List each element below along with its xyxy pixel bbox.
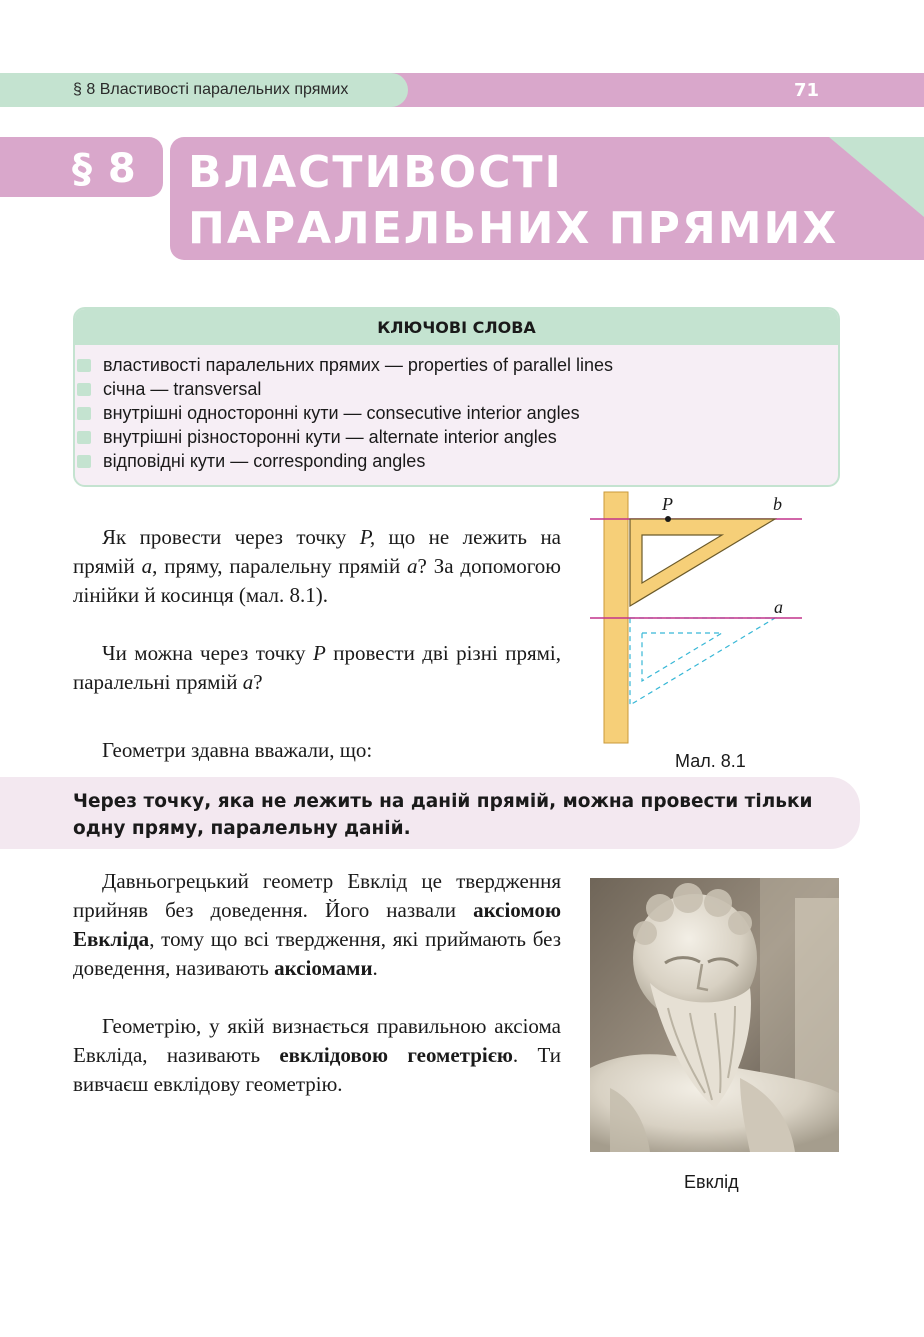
paragraph-question-2: Чи можна через точку P провести дві різні прямі, паралельні прямій a?	[73, 641, 561, 694]
photo-caption: Евклід	[684, 1172, 739, 1192]
bullet-icon	[77, 431, 91, 444]
paragraph-intro: Геометри здавна вважали, що:	[102, 738, 373, 762]
bullet-icon	[77, 383, 91, 396]
label-b: b	[773, 494, 782, 514]
keywords-list	[75, 345, 838, 475]
keyword-item: внутрішні різносторонні кути — alternate interior angles	[75, 427, 838, 451]
figure-8-1	[590, 490, 820, 750]
chapter-title-line-2: ПАРАЛЕЛЬНИХ ПРЯМИХ	[188, 203, 839, 254]
keywords-box	[73, 307, 840, 487]
set-square-shape	[630, 519, 775, 606]
paragraph-euclidean-geometry: Геометрію, у якій визнається правильною аксіома Евкліда, називають евклідовою геометрією. Ти вивчаєш евклідову геометрію.	[73, 1014, 561, 1096]
paragraph-euclid-axiom: Давньогрецький геометр Евклід це твердження прийняв без доведення. Його назвали аксіомою Евкліда, тому що всі твердження, які приймають без доведення, називають аксіомами.	[73, 869, 561, 980]
bullet-icon	[77, 407, 91, 420]
running-header-section: § 8 Властивості паралельних прямих	[73, 81, 349, 98]
keyword-item: січна — transversal	[75, 379, 838, 403]
figure-caption: Мал. 8.1	[675, 751, 746, 771]
paragraph-question-1: Як провести через точку P, що не лежить на прямій a, пряму, паралельну прямій a? За допомогою лінійки й косинця (мал. 8.1).	[73, 525, 561, 607]
euclid-statue-photo	[590, 878, 839, 1152]
chapter-number: § 8	[72, 146, 137, 192]
running-header	[0, 73, 924, 107]
bullet-icon	[77, 455, 91, 468]
chapter-title-line-1: ВЛАСТИВОСТІ	[188, 147, 563, 198]
page-number: 71	[794, 80, 820, 101]
label-p: P	[662, 494, 673, 514]
keywords-heading: КЛЮЧОВІ СЛОВА	[75, 309, 838, 345]
keyword-item: властивості паралельних прямих — properties of parallel lines	[75, 355, 838, 379]
bullet-icon	[77, 359, 91, 372]
dashed-triangle	[630, 618, 775, 705]
keyword-item: внутрішні односторонні кути — consecutive interior angles	[75, 403, 838, 427]
rule-statement: Через точку, яка не лежить на даній прямій, можна провести тільки одну пряму, паралельну даній.	[73, 791, 813, 839]
chapter-title-box	[170, 137, 924, 260]
title-corner-decoration	[829, 137, 924, 217]
keyword-item: відповідні кути — corresponding angles	[75, 451, 838, 475]
point-p	[665, 516, 671, 522]
label-a: a	[774, 597, 783, 617]
